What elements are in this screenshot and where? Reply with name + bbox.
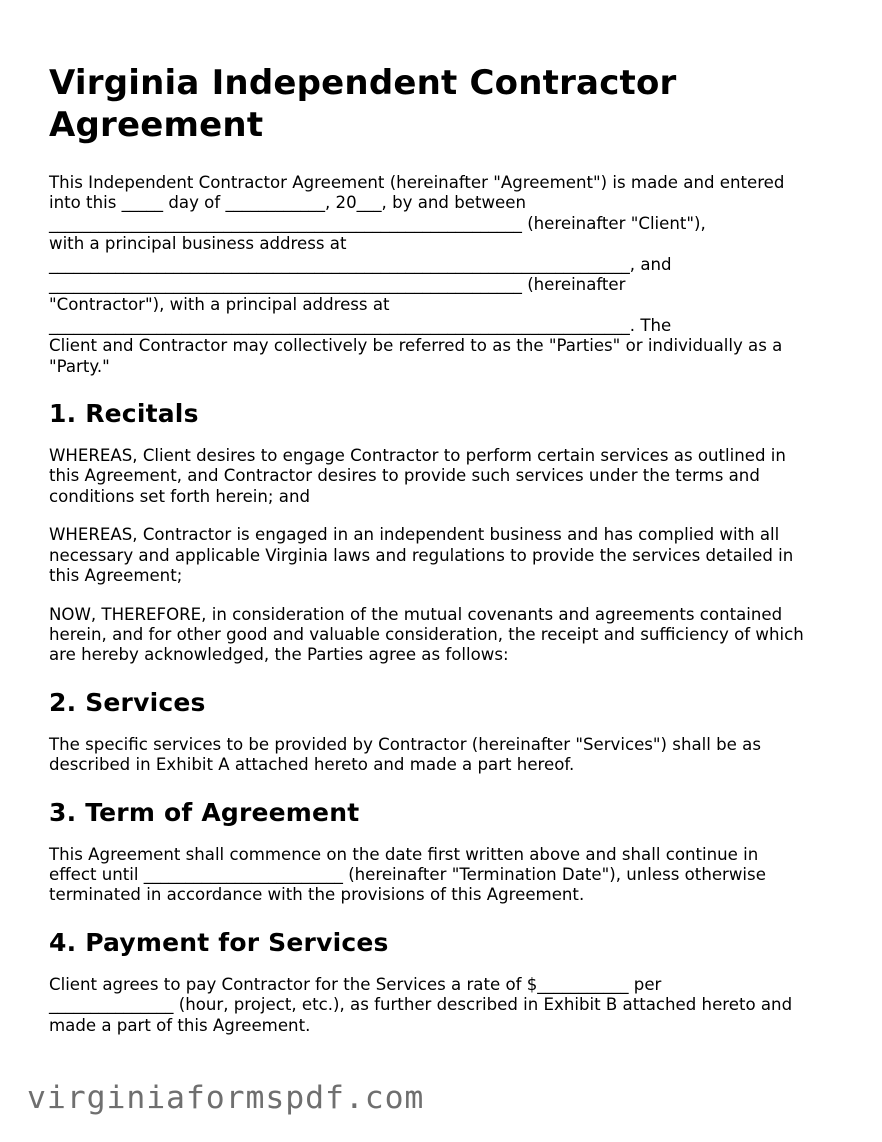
section-heading-term: 3. Term of Agreement [49, 797, 360, 827]
title-line-2: Agreement [49, 105, 264, 145]
payment-paragraph: Client agrees to pay Contractor for the Services a rate of $___________ per _______________ (hour, project, etc.), as further described in Exhibit B attached hereto and made a part of this Agreement. [49, 974, 793, 1035]
services-paragraph: The specific services to be provided by Contractor (hereinafter "Services") shall be as described in Exhibit A attached hereto and made a part hereof. [49, 734, 761, 775]
recitals-paragraph-1: WHEREAS, Client desires to engage Contractor to perform certain services as outlined in this Agreement, and Contractor desires to provide such services under the terms and conditions set forth herein; and [49, 446, 786, 506]
term-paragraph: This Agreement shall commence on the date first written above and shall continue in effect until ________________________ (hereinafter "Termination Date"), unless otherwise terminated in accordance with the provisions of this Agreement. [49, 844, 766, 905]
document-page [49, 62, 839, 1058]
section-heading-payment: 4. Payment for Services [49, 927, 389, 957]
title-line-1: Virginia Independent Contractor [49, 63, 677, 103]
recitals-paragraph-3: NOW, THEREFORE, in consideration of the mutual covenants and agreements contained herein, and for other good and valuable consideration, the receipt and sufficiency of which are hereby acknowledged, the Parties agree as follows: [49, 604, 804, 665]
document-title [49, 62, 839, 146]
recitals-paragraph-2: WHEREAS, Contractor is engaged in an independent business and has complied with all necessary and applicable Virginia laws and regulations to provide the services detailed in this Agreement; [49, 525, 794, 586]
section-heading-recitals: 1. Recitals [49, 399, 199, 429]
intro-paragraph: This Independent Contractor Agreement (hereinafter "Agreement") is made and entered into this _____ day of ____________, 20___, by and between _________________________________________________________ (hereinafter "Client"), with a principal business address at ______________________________________________________________________, and _________________________________________________________ (hereinafter "Contractor"), with a principal address at ______________________________________________________________________. The Client and Contractor may collectively be referred to as the "Parties" or individually as a "Party." [49, 173, 785, 376]
site-watermark: virginiaformspdf.com [27, 1080, 425, 1116]
section-heading-services: 2. Services [49, 687, 206, 717]
